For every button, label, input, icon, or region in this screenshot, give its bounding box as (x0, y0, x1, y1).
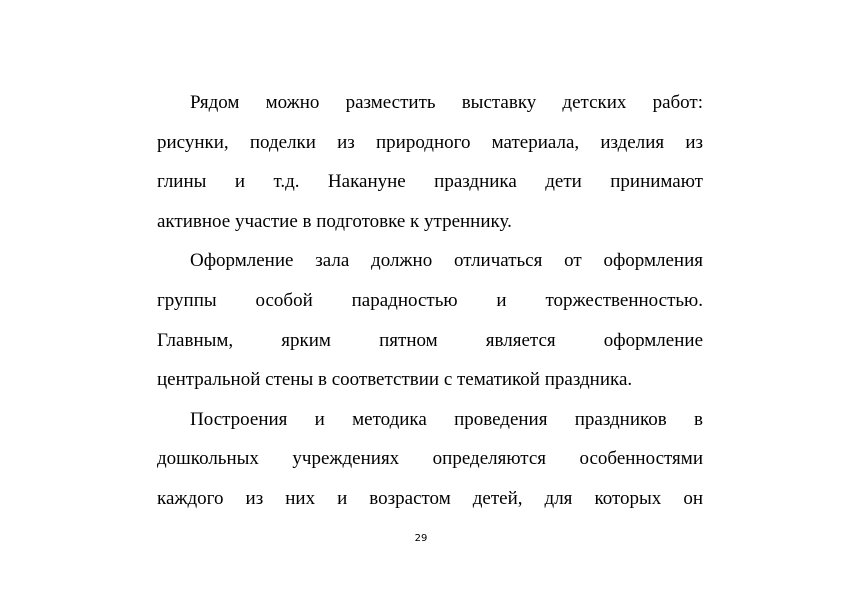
text-line: рисунки, поделки из природного материала, изделия из (157, 131, 703, 153)
text-line: каждого из них и возрастом детей, для которых он (157, 487, 703, 509)
text-line: центральной стены в соответствии с тематикой праздника. (157, 369, 633, 391)
text-line: Главным, ярким пятном является оформление (157, 329, 703, 351)
body-text (157, 83, 703, 519)
text-line: дошкольных учреждениях определяются особенностями (157, 448, 703, 470)
paragraph-2 (157, 241, 703, 399)
text-line: Рядом можно разместить выставку детских работ: (190, 92, 703, 113)
text-line: Построения и методика проведения праздников в (190, 408, 703, 430)
paragraph-1 (157, 83, 703, 241)
text-line: активное участие в подготовке к утреннику. (157, 210, 512, 232)
text-line: группы особой парадностью и торжественностью. (157, 289, 703, 311)
page-number: 29 (414, 533, 428, 544)
paragraph-3 (157, 400, 703, 519)
text-line: глины и т.д. Накануне праздника дети принимают (157, 171, 703, 193)
text-line: Оформление зала должно отличаться от оформления (190, 250, 703, 272)
